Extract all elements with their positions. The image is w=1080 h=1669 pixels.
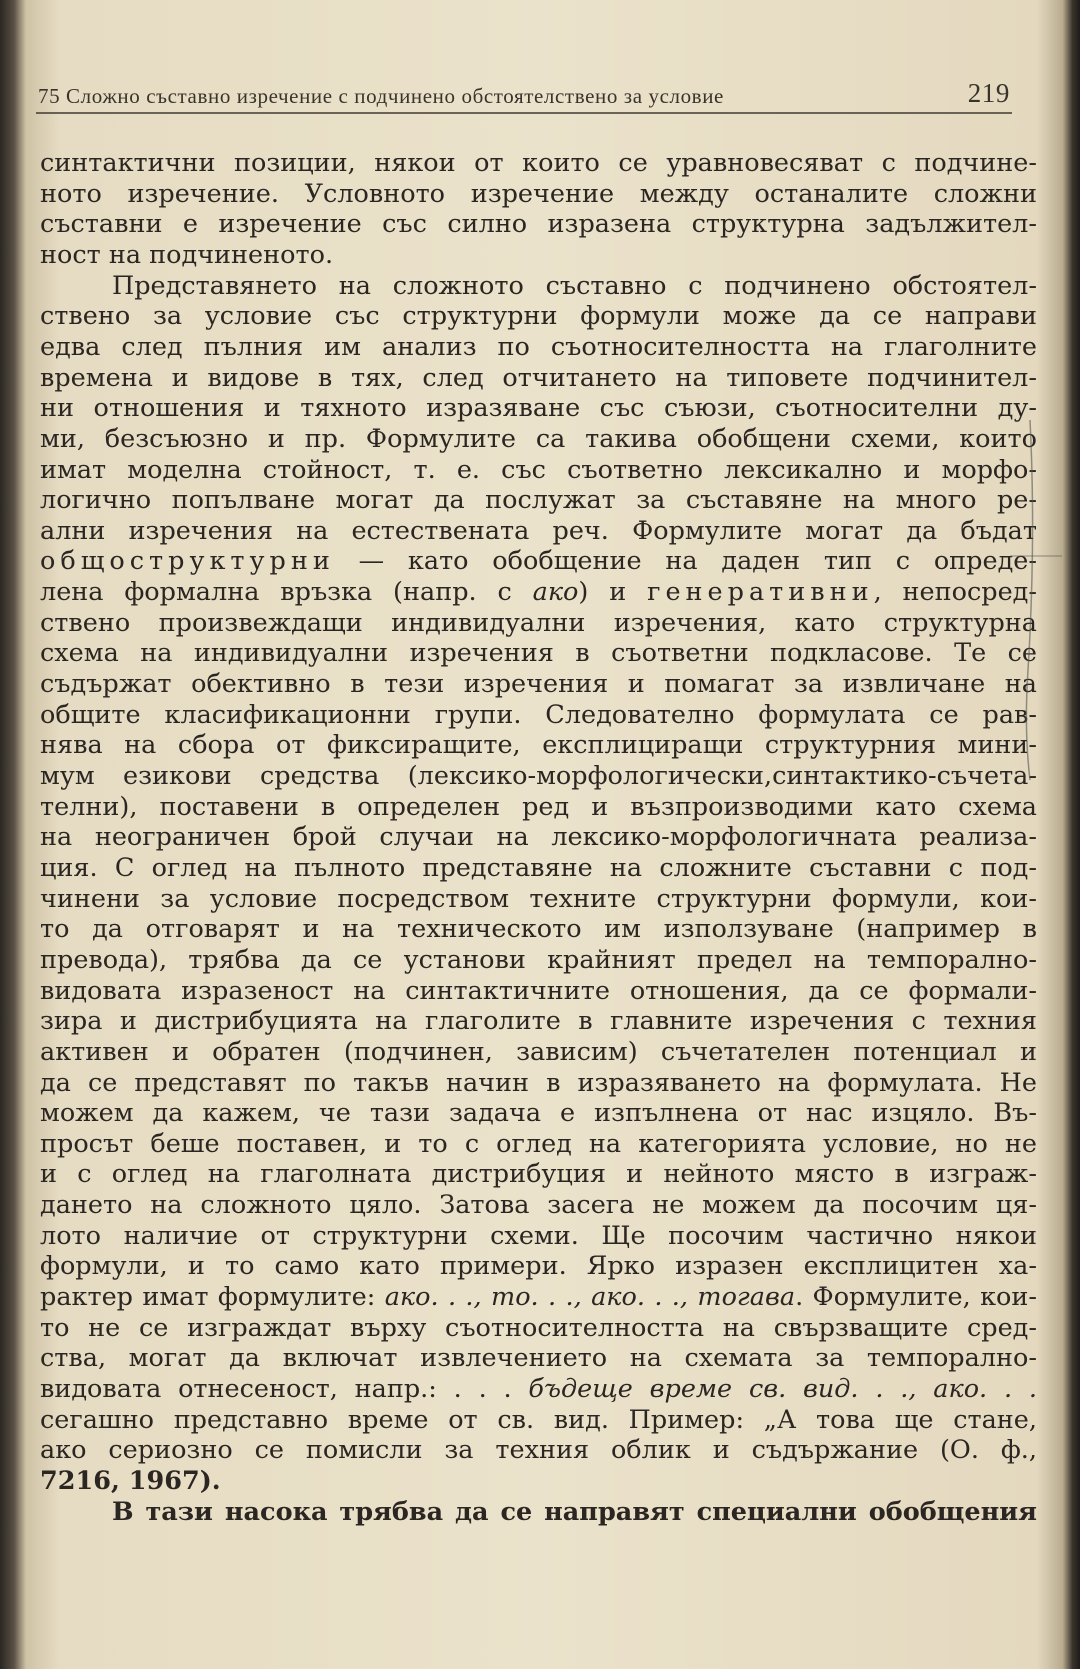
- text-line: ност на подчиненото.: [40, 239, 334, 270]
- text-line: съставни е изречение със силно изразена структурна задължител-: [40, 209, 1037, 240]
- text-line: нява на сбора от фиксиращите, експлициращи структурния мини-: [40, 730, 1037, 761]
- text-line: Представянето на сложното съставно с подчинено обстоятел-: [112, 270, 1037, 301]
- text-line: то да отговарят и на техническото им използуване (например в: [40, 914, 1037, 945]
- text-line: ствено за условие със структурни формули може да се направи: [40, 301, 1037, 332]
- text-line: просът беше поставен, и то с оглед на категорията условие, но не: [40, 1128, 1037, 1159]
- text-line: ствено произвеждащи индивидуални изречения, като структурна: [40, 607, 1037, 638]
- text-line: [40, 1282, 1037, 1313]
- text-line: можем да кажем, че тази задача е изпълнена от нас изцяло. Въ-: [40, 1098, 1037, 1129]
- text-segment: лена формална връзка (напр. с: [40, 577, 533, 608]
- header-rule: [36, 112, 1012, 114]
- text-line: ни отношения и тяхното изразяване със съюзи, съотносителни ду-: [40, 393, 1037, 424]
- text-line: ако сериозно се помисли за техния облик и съдържание (О. ф.,: [40, 1435, 1037, 1466]
- text-line: и с оглед на глаголната дистрибуция и нейното място в изграж-: [40, 1159, 1037, 1190]
- text-line: ми, безсъюзно и пр. Формулите са такива обобщени схеми, които: [40, 423, 1037, 454]
- text-line: чинени за условие посредством техните структурни формули, кои-: [40, 883, 1037, 914]
- text-segment: В тази насока трябва да се направят специални обобщения: [112, 1496, 1037, 1527]
- text-line: формули, и то само като примери. Ярко изразен експлицитен ха-: [40, 1251, 1037, 1282]
- text-line: то не се изграждат върху съотносителността на свързващите сред-: [40, 1312, 1037, 1343]
- text-line: сегашно представно време от св. вид. Пример: „А това ще стане,: [40, 1404, 1037, 1435]
- header-title: 75 Сложно съставно изречение с подчинено обстоятелствено за условие: [38, 84, 724, 108]
- text-line: съдържат обективно в тези изречения и помагат за извличане на: [40, 669, 1037, 700]
- text-line: едва след пълния им анализ по съотносителността на глаголните: [40, 331, 1037, 362]
- text-line: времена и видове в тях, след отчитането на типовете подчинител-: [40, 362, 1037, 393]
- text-line: лото наличие от структурни схеми. Ще посочим частично някои: [40, 1220, 1037, 1251]
- text-line: имат моделна стойност, т. е. със съответно лексикално и морфо-: [40, 454, 1037, 485]
- text-segment: ако. . ., то. . ., ако. . ., тогава: [384, 1282, 796, 1313]
- text-line: ства, могат да включат извлечението на схемата за темпорално-: [40, 1343, 1037, 1374]
- text-line: [40, 1374, 1037, 1405]
- text-segment: ) и: [578, 577, 648, 608]
- text-segment: 7216, 1967).: [40, 1465, 221, 1496]
- page-number: 219: [967, 78, 1010, 108]
- text-line: ното изречение. Условното изречение между останалите сложни: [40, 178, 1037, 209]
- text-segment: — като обобщение на даден тип с опреде-: [334, 546, 1037, 577]
- text-segment: видовата отнесеност, напр.: . . .: [40, 1374, 529, 1404]
- text-line: мум езикови средства (лексико-морфологически,синтактико-съчета-: [40, 761, 1037, 791]
- text-segment: рактер имат формулите:: [40, 1282, 385, 1313]
- text-line: телни), поставени в определен ред и възпроизводими като схема: [40, 791, 1037, 822]
- text-line: на неограничен брой случаи на лексико-морфологичната реализа-: [40, 822, 1037, 853]
- text-line: зира и дистрибуцията на глаголите в главните изречения с техния: [40, 1006, 1037, 1037]
- text-line: [40, 577, 1037, 608]
- text-line: [40, 1466, 1037, 1497]
- text-line: ални изречения на естествената реч. Формулите могат да бъдат: [40, 515, 1037, 546]
- text-line: активен и обратен (подчинен, зависим) съчетателен потенциал и: [40, 1036, 1037, 1067]
- text-segment: общоструктурни: [40, 546, 335, 577]
- text-line: видовата изразеност на синтактичните отношения, да се формали-: [40, 975, 1037, 1006]
- text-segment: , непосред-: [873, 577, 1037, 608]
- text-line: [112, 1497, 1037, 1528]
- text-line: [40, 546, 1037, 577]
- text-line: общите класификационни групи. Следователно формулата се рав-: [40, 699, 1037, 730]
- text-line: да се представят по такъв начин в изразяването на формулата. Не: [40, 1067, 1037, 1098]
- text-segment: бъдеще време св. вид. . ., ако. . .: [528, 1374, 1037, 1404]
- text-segment: ако: [532, 577, 579, 608]
- text-segment: . Формулите, кои-: [795, 1282, 1037, 1313]
- text-line: синтактични позиции, някои от които се уравновесяват с подчине-: [40, 148, 1037, 178]
- running-header: [38, 78, 1010, 110]
- text-line: схема на индивидуални изречения в съответни подкласове. Те се: [40, 638, 1037, 669]
- text-line: логично попълване могат да послужат за съставяне на много ре-: [40, 485, 1037, 516]
- text-line: превода), трябва да се установи крайният предел на темпорално-: [40, 944, 1037, 975]
- text-line: дането на сложното цяло. Затова засега не можем да посочим ця-: [40, 1190, 1037, 1221]
- text-segment: генеративни: [647, 577, 874, 608]
- text-line: ция. С оглед на пълното представяне на сложните съставни с под-: [40, 852, 1037, 883]
